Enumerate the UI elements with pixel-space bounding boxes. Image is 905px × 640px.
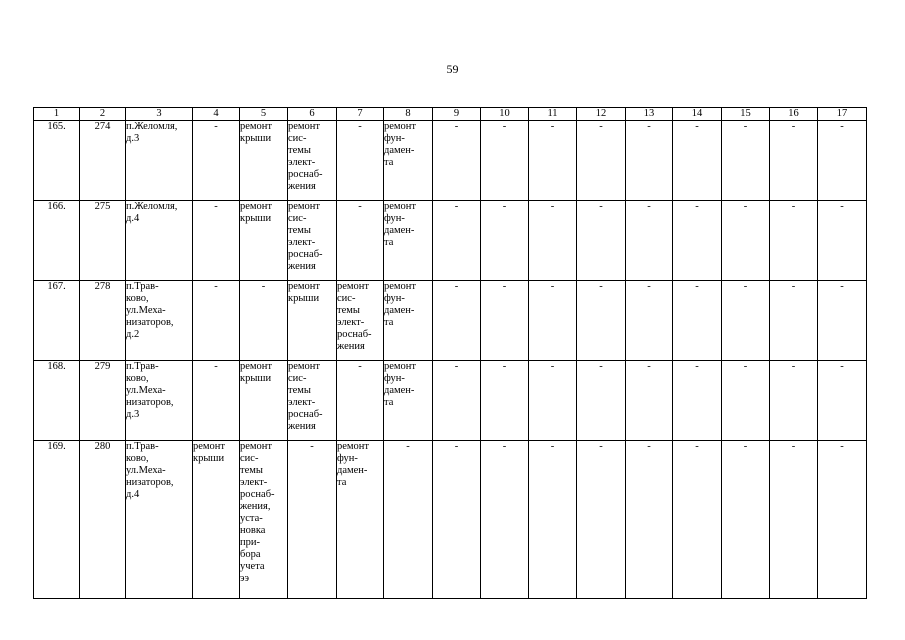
cell-col-17: - bbox=[818, 361, 867, 441]
cell-text-line: сис- bbox=[288, 213, 307, 224]
cell-text-line: ул.Меха- bbox=[126, 385, 166, 396]
cell-col-8 bbox=[384, 281, 433, 361]
cell-text-line: ээ bbox=[240, 573, 250, 584]
cell-text-line: уста- bbox=[240, 513, 263, 524]
column-header: 8 bbox=[384, 108, 433, 121]
cell-text-line: ремонт bbox=[288, 361, 321, 372]
cell-text-line: сис- bbox=[240, 453, 259, 464]
cell-text-line: п.Трав- bbox=[126, 441, 159, 452]
column-header: 15 bbox=[722, 108, 770, 121]
cell-text-line: низаторов, bbox=[126, 317, 174, 328]
cell-col-14: - bbox=[673, 201, 722, 281]
cell-col-7 bbox=[337, 201, 384, 281]
cell-row-number: 168. bbox=[34, 361, 80, 441]
cell-text-line: крыши bbox=[240, 133, 272, 144]
cell-col-8 bbox=[384, 361, 433, 441]
cell-col-7 bbox=[337, 281, 384, 361]
cell-text-line: ково, bbox=[126, 373, 149, 384]
cell-col-7 bbox=[337, 121, 384, 201]
cell-col-15: - bbox=[722, 441, 770, 599]
cell-col-10: - bbox=[481, 281, 529, 361]
cell-text-line: темы bbox=[288, 145, 311, 156]
cell-col-13: - bbox=[626, 441, 673, 599]
cell-text-line: роснаб- bbox=[288, 169, 323, 180]
cell-col-4 bbox=[193, 441, 240, 599]
cell-col-4 bbox=[193, 361, 240, 441]
cell-col-15: - bbox=[722, 121, 770, 201]
cell-text-line: элект- bbox=[288, 397, 316, 408]
cell-text-line: жения bbox=[337, 341, 365, 352]
cell-text-line: элект- bbox=[240, 477, 268, 488]
column-header: 16 bbox=[770, 108, 818, 121]
cell-text-line: сис- bbox=[337, 293, 356, 304]
cell-text-line: ремонт bbox=[288, 121, 321, 132]
cell-col-14: - bbox=[673, 121, 722, 201]
cell-col-4 bbox=[193, 201, 240, 281]
cell-text-line: фун- bbox=[384, 373, 405, 384]
cell-text-line: та bbox=[384, 237, 394, 248]
cell-col-11: - bbox=[529, 281, 577, 361]
cell-text-line: ково, bbox=[126, 453, 149, 464]
cell-row-number: 169. bbox=[34, 441, 80, 599]
cell-text-line: при- bbox=[240, 537, 260, 548]
cell-text-line: - bbox=[214, 201, 218, 212]
cell-text-line: жения bbox=[288, 261, 316, 272]
cell-text-line: элект- bbox=[288, 157, 316, 168]
cell-text-line: крыши bbox=[240, 213, 272, 224]
cell-text-line: учета bbox=[240, 561, 265, 572]
cell-col-6 bbox=[288, 281, 337, 361]
cell-text-line: п.Желомля, bbox=[126, 201, 178, 212]
cell-text-line: ремонт bbox=[384, 281, 417, 292]
cell-code: 274 bbox=[80, 121, 126, 201]
cell-text-line: низаторов, bbox=[126, 477, 174, 488]
cell-text-line: ремонт bbox=[384, 361, 417, 372]
cell-col-10: - bbox=[481, 201, 529, 281]
cell-text-line: жения bbox=[288, 181, 316, 192]
cell-col-14: - bbox=[673, 441, 722, 599]
cell-address bbox=[126, 361, 193, 441]
cell-col-12: - bbox=[577, 441, 626, 599]
cell-text-line: крыши bbox=[193, 453, 225, 464]
cell-text-line: роснаб- bbox=[337, 329, 372, 340]
cell-col-9: - bbox=[433, 121, 481, 201]
cell-col-9: - bbox=[433, 281, 481, 361]
cell-text-line: роснаб- bbox=[288, 409, 323, 420]
cell-text-line: д.2 bbox=[126, 329, 140, 340]
cell-text-line: ремонт bbox=[240, 441, 273, 452]
column-header: 5 bbox=[240, 108, 288, 121]
cell-text-line: - bbox=[358, 121, 362, 132]
cell-text-line: темы bbox=[288, 385, 311, 396]
cell-col-4 bbox=[193, 281, 240, 361]
cell-col-12: - bbox=[577, 281, 626, 361]
cell-col-14: - bbox=[673, 281, 722, 361]
cell-col-13: - bbox=[626, 361, 673, 441]
cell-text-line: ремонт bbox=[384, 201, 417, 212]
table-row bbox=[34, 201, 867, 281]
cell-text-line: ремонт bbox=[193, 441, 226, 452]
cell-text-line: п.Желомля, bbox=[126, 121, 178, 132]
cell-code: 280 bbox=[80, 441, 126, 599]
cell-address bbox=[126, 201, 193, 281]
cell-col-16: - bbox=[770, 281, 818, 361]
cell-col-8 bbox=[384, 201, 433, 281]
column-header: 10 bbox=[481, 108, 529, 121]
cell-text-line: дамен- bbox=[337, 465, 368, 476]
cell-col-5 bbox=[240, 201, 288, 281]
cell-code: 278 bbox=[80, 281, 126, 361]
cell-text-line: ремонт bbox=[288, 201, 321, 212]
cell-col-7 bbox=[337, 361, 384, 441]
column-header: 13 bbox=[626, 108, 673, 121]
cell-col-15: - bbox=[722, 361, 770, 441]
cell-row-number: 165. bbox=[34, 121, 80, 201]
cell-text-line: - bbox=[406, 441, 410, 452]
cell-text-line: - bbox=[214, 281, 218, 292]
cell-text-line: п.Трав- bbox=[126, 361, 159, 372]
cell-col-17: - bbox=[818, 201, 867, 281]
column-header: 11 bbox=[529, 108, 577, 121]
table-row bbox=[34, 441, 867, 599]
cell-col-11: - bbox=[529, 201, 577, 281]
cell-text-line: темы bbox=[337, 305, 360, 316]
cell-text-line: ул.Меха- bbox=[126, 305, 166, 316]
page-number: 59 bbox=[446, 62, 459, 76]
cell-text-line: фун- bbox=[337, 453, 358, 464]
cell-text-line: д.3 bbox=[126, 133, 140, 144]
cell-text-line: жения bbox=[288, 421, 316, 432]
table-row bbox=[34, 121, 867, 201]
cell-col-16: - bbox=[770, 441, 818, 599]
cell-text-line: элект- bbox=[288, 237, 316, 248]
cell-col-10: - bbox=[481, 121, 529, 201]
cell-code: 279 bbox=[80, 361, 126, 441]
cell-text-line: ремонт bbox=[240, 201, 273, 212]
cell-text-line: дамен- bbox=[384, 225, 415, 236]
table-row bbox=[34, 281, 867, 361]
cell-text-line: ремонт bbox=[240, 121, 273, 132]
cell-text-line: темы bbox=[288, 225, 311, 236]
cell-address bbox=[126, 441, 193, 599]
cell-text-line: та bbox=[384, 317, 394, 328]
repair-schedule-table bbox=[33, 107, 867, 599]
cell-text-line: д.4 bbox=[126, 213, 140, 224]
cell-col-5 bbox=[240, 361, 288, 441]
cell-col-5 bbox=[240, 121, 288, 201]
cell-col-6 bbox=[288, 361, 337, 441]
column-header: 6 bbox=[288, 108, 337, 121]
cell-text-line: п.Трав- bbox=[126, 281, 159, 292]
cell-text-line: фун- bbox=[384, 293, 405, 304]
cell-col-11: - bbox=[529, 361, 577, 441]
cell-row-number: 166. bbox=[34, 201, 80, 281]
cell-col-15: - bbox=[722, 281, 770, 361]
cell-text-line: темы bbox=[240, 465, 263, 476]
cell-text-line: - bbox=[261, 281, 266, 292]
cell-text-line: - bbox=[214, 361, 218, 372]
cell-col-10: - bbox=[481, 441, 529, 599]
cell-text-line: ремонт bbox=[288, 281, 321, 292]
cell-col-4 bbox=[193, 121, 240, 201]
cell-text-line: - bbox=[358, 361, 362, 372]
cell-col-8 bbox=[384, 441, 433, 599]
cell-text-line: крыши bbox=[288, 293, 320, 304]
cell-col-12: - bbox=[577, 121, 626, 201]
cell-col-6 bbox=[288, 441, 337, 599]
cell-text-line: сис- bbox=[288, 373, 307, 384]
cell-col-11: - bbox=[529, 121, 577, 201]
cell-col-17: - bbox=[818, 281, 867, 361]
cell-col-17: - bbox=[818, 441, 867, 599]
column-header: 12 bbox=[577, 108, 626, 121]
cell-text-line: сис- bbox=[288, 133, 307, 144]
cell-text-line: новка bbox=[240, 525, 266, 536]
cell-text-line: роснаб- bbox=[240, 489, 275, 500]
cell-col-13: - bbox=[626, 281, 673, 361]
cell-text-line: ково, bbox=[126, 293, 149, 304]
cell-text-line: - bbox=[310, 441, 314, 452]
cell-row-number: 167. bbox=[34, 281, 80, 361]
column-header: 1 bbox=[34, 108, 80, 121]
cell-col-16: - bbox=[770, 361, 818, 441]
column-header: 9 bbox=[433, 108, 481, 121]
cell-col-9: - bbox=[433, 361, 481, 441]
cell-text-line: дамен- bbox=[384, 305, 415, 316]
cell-text-line: ремонт bbox=[337, 281, 370, 292]
cell-col-17: - bbox=[818, 121, 867, 201]
cell-col-7 bbox=[337, 441, 384, 599]
column-header: 7 bbox=[337, 108, 384, 121]
cell-col-13: - bbox=[626, 201, 673, 281]
cell-col-6 bbox=[288, 201, 337, 281]
column-header: 17 bbox=[818, 108, 867, 121]
table-header-row bbox=[34, 108, 867, 121]
cell-col-12: - bbox=[577, 201, 626, 281]
cell-text-line: та bbox=[384, 397, 394, 408]
cell-col-5 bbox=[240, 441, 288, 599]
cell-text-line: жения, bbox=[240, 501, 271, 512]
cell-text-line: ремонт bbox=[384, 121, 417, 132]
cell-col-13: - bbox=[626, 121, 673, 201]
cell-text-line: - bbox=[358, 201, 362, 212]
cell-col-14: - bbox=[673, 361, 722, 441]
table-row bbox=[34, 361, 867, 441]
cell-text-line: та bbox=[384, 157, 394, 168]
cell-code: 275 bbox=[80, 201, 126, 281]
cell-col-10: - bbox=[481, 361, 529, 441]
cell-text-line: фун- bbox=[384, 133, 405, 144]
cell-col-9: - bbox=[433, 441, 481, 599]
cell-text-line: ул.Меха- bbox=[126, 465, 166, 476]
cell-text-line: та bbox=[337, 477, 347, 488]
cell-text-line: низаторов, bbox=[126, 397, 174, 408]
cell-text-line: дамен- bbox=[384, 385, 415, 396]
cell-col-16: - bbox=[770, 121, 818, 201]
column-header: 4 bbox=[193, 108, 240, 121]
cell-text-line: ремонт bbox=[337, 441, 370, 452]
cell-col-11: - bbox=[529, 441, 577, 599]
cell-col-6 bbox=[288, 121, 337, 201]
cell-col-5 bbox=[240, 281, 288, 361]
cell-text-line: дамен- bbox=[384, 145, 415, 156]
cell-text-line: - bbox=[214, 121, 218, 132]
column-header: 2 bbox=[80, 108, 126, 121]
cell-text-line: д.4 bbox=[126, 489, 140, 500]
cell-col-9: - bbox=[433, 201, 481, 281]
column-header: 14 bbox=[673, 108, 722, 121]
cell-col-8 bbox=[384, 121, 433, 201]
cell-text-line: ремонт bbox=[240, 361, 273, 372]
cell-col-12: - bbox=[577, 361, 626, 441]
cell-text-line: бора bbox=[240, 549, 261, 560]
cell-text-line: крыши bbox=[240, 373, 272, 384]
cell-text-line: фун- bbox=[384, 213, 405, 224]
cell-text-line: элект- bbox=[337, 317, 365, 328]
cell-col-15: - bbox=[722, 201, 770, 281]
cell-address bbox=[126, 281, 193, 361]
cell-text-line: д.3 bbox=[126, 409, 140, 420]
cell-address bbox=[126, 121, 193, 201]
cell-text-line: роснаб- bbox=[288, 249, 323, 260]
column-header: 3 bbox=[126, 108, 193, 121]
cell-col-16: - bbox=[770, 201, 818, 281]
